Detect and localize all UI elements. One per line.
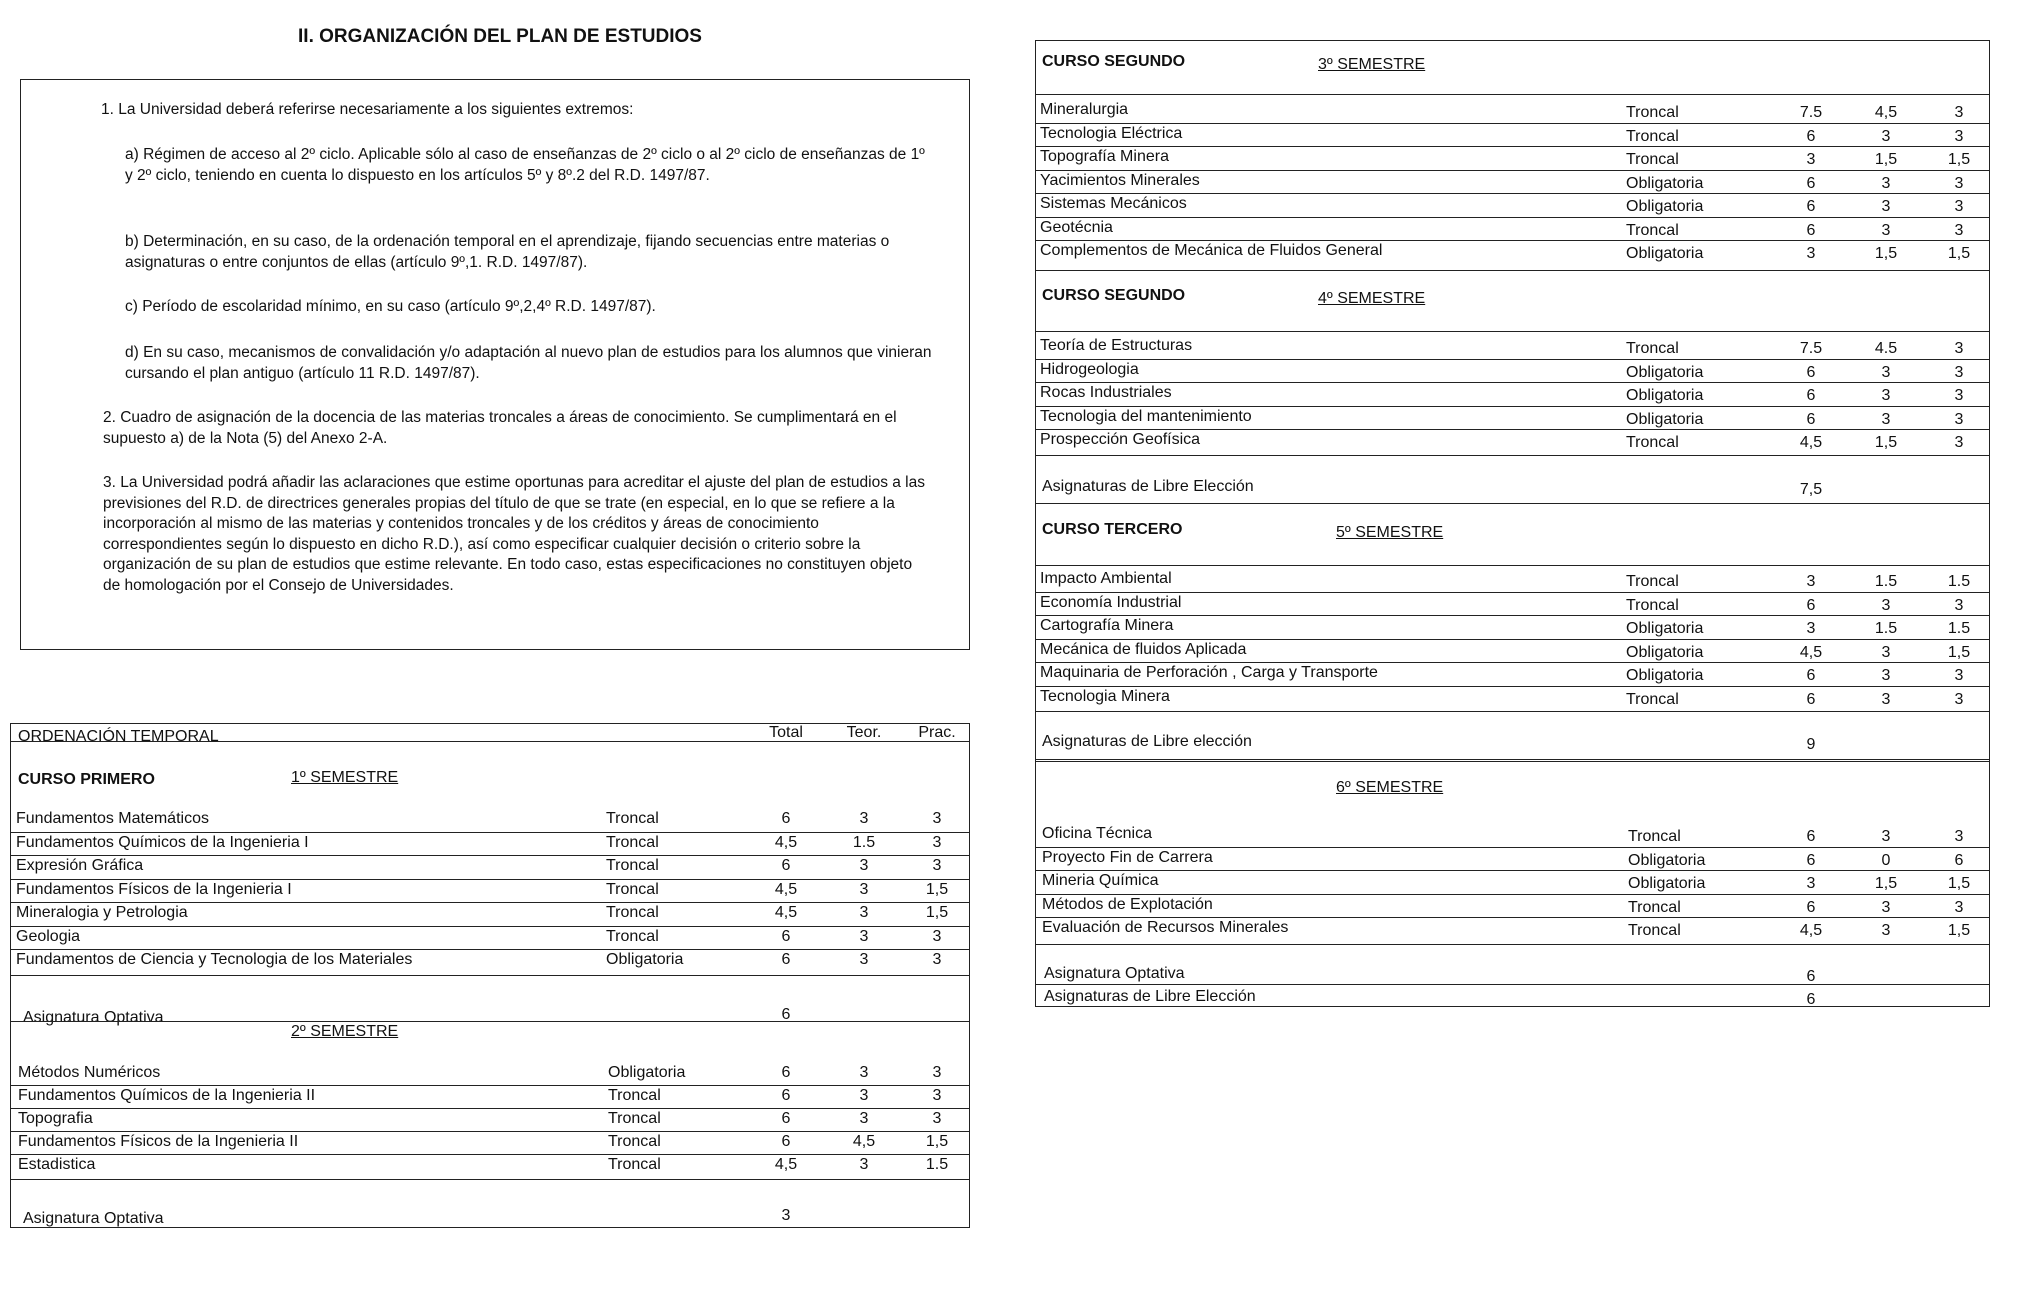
subject-name: Hidrogeologia	[1040, 360, 1139, 378]
subject-type: Troncal	[608, 1156, 661, 1173]
semester-3-label: 3º SEMESTRE	[1318, 56, 1426, 73]
row-divider	[11, 1154, 969, 1155]
row-divider	[1036, 382, 1989, 383]
credits-total: 6	[1806, 828, 1816, 845]
credits-prac: 3	[1954, 387, 1964, 404]
subject-name: Topografia	[18, 1110, 93, 1127]
subject-name: Geotécnia	[1040, 218, 1113, 236]
subject-type: Obligatoria	[1626, 643, 1704, 661]
optativa-2-label: Asignatura Optativa	[23, 1210, 164, 1227]
subject-type: Troncal	[1628, 828, 1681, 845]
row-divider	[1036, 193, 1989, 194]
credits-total: 4,5	[774, 904, 798, 921]
subject-type: Troncal	[1626, 596, 1679, 614]
credits-total: 6	[781, 857, 791, 874]
credits-prac: 3	[932, 951, 942, 968]
row-divider	[1036, 686, 1989, 687]
credits-prac: 3	[932, 857, 942, 874]
credits-prac: 1.5	[1947, 620, 1971, 637]
credits-total: 6	[1806, 363, 1816, 381]
libre-eleccion-4-label: Asignaturas de Libre Elección	[1042, 478, 1254, 495]
subject-name: Geologia	[16, 927, 81, 945]
credits-prac: 1,5	[925, 880, 949, 898]
credits-total: 6	[1806, 127, 1816, 145]
semester-5-label: 5º SEMESTRE	[1336, 524, 1444, 541]
subject-type: Obligatoria	[1628, 875, 1706, 892]
credits-total: 3	[1806, 151, 1816, 168]
section-divider	[1036, 944, 1989, 945]
credits-total: 4,5	[774, 1156, 798, 1173]
subject-name: Sistemas Mecánicos	[1040, 195, 1187, 212]
credits-prac: 1,5	[1947, 245, 1971, 262]
credits-teor: 3	[1881, 596, 1891, 614]
col-prac-header: Prac.	[918, 724, 956, 741]
credits-prac: 3	[1954, 104, 1964, 121]
credits-total: 6	[1806, 667, 1816, 684]
subject-type: Obligatoria	[1628, 851, 1706, 869]
subject-type: Obligatoria	[1626, 363, 1704, 381]
credits-teor: 3	[859, 857, 869, 874]
subject-type: Obligatoria	[608, 1064, 686, 1081]
subject-name: Fundamentos Matemáticos	[16, 810, 209, 827]
subject-name: Fundamentos Físicos de la Ingenieria I	[16, 880, 292, 898]
credits-teor: 3	[859, 1110, 869, 1127]
credits-teor: 3	[1881, 828, 1891, 845]
credits-teor: 3	[1881, 898, 1891, 916]
credits-total: 6	[781, 810, 791, 827]
left-schedule-table	[10, 723, 970, 1228]
credits-total: 6	[781, 1064, 791, 1081]
credits-prac: 3	[1954, 667, 1964, 684]
credits-prac: 3	[1954, 174, 1964, 192]
subject-type: Troncal	[606, 857, 659, 874]
credits-teor: 3	[859, 1087, 869, 1104]
row-divider	[1036, 406, 1989, 407]
subject-name: Fundamentos Químicos de la Ingenieria I	[16, 833, 309, 851]
subject-name: Expresión Gráfica	[16, 857, 144, 874]
subject-name: Rocas Industriales	[1040, 384, 1172, 401]
credits-total: 6	[1806, 690, 1816, 708]
section-divider	[1036, 455, 1989, 456]
credits-prac: 3	[1954, 340, 1964, 357]
subject-type: Obligatoria	[1626, 667, 1704, 684]
libre-eleccion-4-value: 7,5	[1799, 481, 1823, 498]
section-divider	[11, 1179, 969, 1180]
section-divider	[11, 1021, 969, 1022]
credits-teor: 1,5	[1874, 875, 1898, 892]
subject-name: Mineria Química	[1042, 872, 1159, 889]
credits-teor: 1,5	[1874, 151, 1898, 168]
subject-type: Troncal	[606, 810, 659, 827]
credits-teor: 3	[859, 904, 869, 921]
subject-type: Troncal	[1628, 898, 1681, 916]
credits-prac: 3	[1954, 434, 1964, 451]
credits-total: 4,5	[1799, 922, 1823, 939]
credits-total: 7.5	[1799, 340, 1823, 357]
row-divider	[11, 926, 969, 927]
row-divider	[1036, 870, 1989, 871]
subject-type: Troncal	[608, 1110, 661, 1127]
credits-teor: 4,5	[1874, 104, 1898, 121]
credits-total: 4,5	[1799, 434, 1823, 451]
section-divider	[1036, 270, 1989, 271]
note-1a: a) Régimen de acceso al 2º ciclo. Aplicable sólo al caso de enseñanzas de 2º ciclo o al 2º ciclo de enseñanzas de 1º y 2º ciclo, teniendo en cuenta lo dispuesto en los artículos 5º y 8º.2 del R.D. 1497/87.	[125, 146, 925, 184]
notes-box	[20, 79, 970, 650]
credits-total: 4,5	[774, 880, 798, 898]
credits-total: 3	[1806, 875, 1816, 892]
subject-name: Métodos de Explotación	[1042, 895, 1213, 913]
subject-type: Troncal	[1626, 151, 1679, 168]
row-divider	[1036, 894, 1989, 895]
row-divider	[11, 855, 969, 856]
credits-teor: 3	[859, 810, 869, 827]
credits-prac: 1,5	[1947, 643, 1971, 661]
semester-6-label: 6º SEMESTRE	[1336, 779, 1444, 796]
libre-eleccion-5-value: 9	[1806, 736, 1816, 753]
credits-prac: 1,5	[925, 1133, 949, 1150]
col-total-header: Total	[769, 724, 803, 741]
subject-type: Troncal	[606, 927, 659, 945]
credits-teor: 4,5	[852, 1133, 876, 1150]
credits-prac: 1.5	[925, 1156, 949, 1173]
row-divider	[11, 949, 969, 950]
credits-teor: 3	[1881, 174, 1891, 192]
credits-prac: 1,5	[1947, 151, 1971, 168]
col-teor-header: Teor.	[846, 724, 882, 741]
credits-prac: 6	[1954, 851, 1964, 869]
row-divider	[11, 1085, 969, 1086]
semester-4-label: 4º SEMESTRE	[1318, 290, 1426, 307]
credits-teor: 3	[1881, 667, 1891, 684]
row-divider	[1036, 639, 1989, 640]
credits-teor: 3	[1881, 410, 1891, 428]
subject-type: Obligatoria	[1626, 174, 1704, 192]
row-divider	[11, 1108, 969, 1109]
subject-name: Cartografía Minera	[1040, 617, 1174, 634]
credits-teor: 3	[1881, 221, 1891, 239]
subject-type: Obligatoria	[1626, 410, 1704, 428]
libre-eleccion-5-label: Asignaturas de Libre elección	[1042, 733, 1252, 750]
credits-total: 6	[1806, 851, 1816, 869]
subject-type: Troncal	[1626, 127, 1679, 145]
subject-type: Troncal	[608, 1133, 661, 1150]
subject-name: Mineralurgia	[1040, 101, 1129, 118]
credits-total: 6	[781, 1110, 791, 1127]
subject-name: Proyecto Fin de Carrera	[1042, 848, 1213, 866]
subject-name: Economía Industrial	[1040, 593, 1182, 611]
section-divider	[1036, 759, 1989, 760]
section-divider	[1036, 984, 1989, 985]
subject-name: Impacto Ambiental	[1040, 570, 1172, 587]
note-1: 1. La Universidad deberá referirse necesariamente a los siguientes extremos:	[101, 101, 634, 118]
row-divider	[11, 879, 969, 880]
subject-name: Yacimientos Minerales	[1040, 171, 1200, 189]
optativa-1-label: Asignatura Optativa	[23, 1009, 164, 1026]
credits-prac: 3	[932, 1087, 942, 1104]
row-divider	[1036, 917, 1989, 918]
subject-type: Obligatoria	[1626, 245, 1704, 262]
subject-type: Troncal	[606, 880, 659, 898]
table-heading: ORDENACIÓN TEMPORAL	[18, 728, 219, 745]
row-divider	[1036, 146, 1989, 147]
optativa-6-label: Asignatura Optativa	[1044, 965, 1185, 982]
page-title: II. ORGANIZACIÓN DEL PLAN DE ESTUDIOS	[298, 26, 702, 47]
subject-type: Obligatoria	[606, 951, 684, 968]
row-divider	[1036, 217, 1989, 218]
row-divider	[1036, 240, 1989, 241]
right-schedule-table	[1035, 40, 1990, 1007]
credits-total: 6	[781, 1133, 791, 1150]
credits-teor: 3	[859, 880, 869, 898]
subject-type: Troncal	[1626, 340, 1679, 357]
credits-prac: 3	[932, 833, 942, 851]
credits-total: 3	[1806, 245, 1816, 262]
optativa-6-value: 6	[1806, 968, 1816, 985]
subject-type: Troncal	[606, 904, 659, 921]
note-1c: c) Período de escolaridad mínimo, en su caso (artículo 9º,2,4º R.D. 1497/87).	[125, 298, 656, 315]
credits-prac: 3	[1954, 410, 1964, 428]
row-divider	[1036, 662, 1989, 663]
subject-name: Estadistica	[18, 1156, 96, 1173]
subject-type: Obligatoria	[1626, 387, 1704, 404]
subject-name: Métodos Numéricos	[18, 1064, 161, 1081]
course-3-label: CURSO TERCERO	[1042, 521, 1183, 538]
credits-teor: 0	[1881, 851, 1891, 869]
row-divider	[1036, 170, 1989, 171]
section-divider	[1036, 565, 1989, 566]
credits-teor: 3	[1881, 127, 1891, 145]
credits-total: 6	[1806, 387, 1816, 404]
libre-eleccion-6-label: Asignaturas de Libre Elección	[1044, 988, 1256, 1005]
subject-name: Prospección Geofísica	[1040, 431, 1201, 448]
credits-teor: 1,5	[1874, 245, 1898, 262]
credits-total: 6	[1806, 221, 1816, 239]
note-1b: b) Determinación, en su caso, de la ordenación temporal en el aprendizaje, fijando secuencias entre materias o asignaturas o entre conjuntos de ellas (artículo 9º,1. R.D. 1497/87).	[125, 233, 890, 271]
row-divider	[1036, 123, 1989, 124]
credits-prac: 3	[1954, 363, 1964, 381]
subject-name: Complementos de Mecánica de Fluidos General	[1040, 242, 1383, 259]
credits-teor: 4.5	[1874, 340, 1898, 357]
credits-teor: 3	[1881, 363, 1891, 381]
subject-name: Fundamentos Químicos de la Ingenieria II	[18, 1087, 316, 1104]
subject-type: Troncal	[1626, 434, 1679, 451]
credits-teor: 1.5	[852, 833, 876, 851]
subject-name: Tecnologia Minera	[1040, 687, 1170, 705]
credits-total: 6	[1806, 898, 1816, 916]
section-divider	[11, 975, 969, 976]
credits-prac: 3	[1954, 690, 1964, 708]
credits-total: 6	[1806, 198, 1816, 215]
credits-total: 6	[781, 927, 791, 945]
credits-total: 7.5	[1799, 104, 1823, 121]
subject-name: Tecnologia del mantenimiento	[1040, 407, 1252, 425]
note-3: 3. La Universidad podrá añadir las aclaraciones que estime oportunas para acreditar el ajuste del plan de estudios a las previsiones del R.D. de directrices generales propias del título de que se trate (en especial, en lo que se refiere a la incorporación al mismo de las materias y contenidos troncales y de los créditos y áreas de conocimiento correspondientes según lo dispuesto en dicho R.D.), así como especificar cualquier decisión o criterio sobre la organización de su plan de estudios que estime relevante. En todo caso, estas especificaciones no constituyen objeto de homologación por el Consejo de Universidades.	[103, 474, 925, 594]
note-1d: d) En su caso, mecanismos de convalidación y/o adaptación al nuevo plan de estudios para los alumnos que vinieran cursando el plan antiguo (artículo 11 R.D. 1497/87).	[125, 344, 932, 382]
subject-type: Obligatoria	[1626, 198, 1704, 215]
credits-prac: 1,5	[1947, 922, 1971, 939]
credits-teor: 1,5	[1874, 434, 1898, 451]
credits-prac: 3	[1954, 828, 1964, 845]
subject-name: Oficina Técnica	[1042, 825, 1152, 842]
row-divider	[11, 1131, 969, 1132]
credits-total: 6	[781, 951, 791, 968]
row-divider	[11, 832, 969, 833]
credits-prac: 1.5	[1947, 573, 1971, 590]
credits-prac: 1,5	[925, 904, 949, 921]
credits-teor: 3	[1881, 198, 1891, 215]
credits-prac: 3	[932, 927, 942, 945]
credits-prac: 3	[932, 1064, 942, 1081]
row-divider	[1036, 847, 1989, 848]
credits-prac: 3	[1954, 127, 1964, 145]
subject-name: Fundamentos Físicos de la Ingenieria II	[18, 1133, 299, 1150]
credits-prac: 3	[1954, 198, 1964, 215]
row-divider	[1036, 429, 1989, 430]
row-divider	[1036, 359, 1989, 360]
subject-type: Troncal	[1628, 922, 1681, 939]
subject-type: Troncal	[1626, 221, 1679, 239]
subject-type: Troncal	[1626, 573, 1679, 590]
row-divider	[1036, 615, 1989, 616]
credits-total: 3	[1806, 620, 1816, 637]
credits-prac: 1,5	[1947, 875, 1971, 892]
subject-name: Evaluación de Recursos Minerales	[1042, 919, 1289, 936]
subject-type: Obligatoria	[1626, 620, 1704, 637]
credits-total: 3	[1806, 573, 1816, 590]
subject-type: Troncal	[606, 833, 659, 851]
section-divider	[1036, 503, 1989, 504]
credits-prac: 3	[1954, 221, 1964, 239]
credits-teor: 3	[859, 951, 869, 968]
credits-teor: 3	[1881, 643, 1891, 661]
credits-teor: 3	[859, 1156, 869, 1173]
subject-name: Topografía Minera	[1040, 148, 1169, 165]
credits-teor: 3	[1881, 922, 1891, 939]
semester-2-label: 2º SEMESTRE	[291, 1023, 399, 1040]
course-1-label: CURSO PRIMERO	[18, 771, 155, 788]
subject-name: Mineralogia y Petrologia	[16, 904, 188, 921]
subject-type: Troncal	[608, 1087, 661, 1104]
credits-total: 4,5	[1799, 643, 1823, 661]
section-divider	[11, 741, 969, 742]
course-2-label-s3: CURSO SEGUNDO	[1042, 53, 1186, 70]
semester-1-label: 1º SEMESTRE	[291, 769, 399, 786]
credits-teor: 1.5	[1874, 620, 1898, 637]
libre-eleccion-6-value: 6	[1806, 991, 1816, 1008]
section-divider	[1036, 94, 1989, 95]
optativa-2-value: 3	[781, 1207, 791, 1224]
section-divider	[1036, 761, 1989, 762]
row-divider	[11, 902, 969, 903]
subject-type: Troncal	[1626, 690, 1679, 708]
course-2-label-s4: CURSO SEGUNDO	[1042, 287, 1186, 304]
credits-prac: 3	[932, 810, 942, 827]
note-2: 2. Cuadro de asignación de la docencia de las materias troncales a áreas de conocimiento. Se cumplimentará en el supuesto a) de la Nota (5) del Anexo 2-A.	[103, 409, 897, 447]
credits-prac: 3	[1954, 596, 1964, 614]
credits-prac: 3	[932, 1110, 942, 1127]
credits-prac: 3	[1954, 898, 1964, 916]
row-divider	[1036, 592, 1989, 593]
section-divider	[1036, 711, 1989, 712]
subject-name: Fundamentos de Ciencia y Tecnologia de los Materiales	[16, 951, 413, 968]
section-divider	[1036, 331, 1989, 332]
subject-name: Tecnologia Eléctrica	[1040, 124, 1183, 142]
optativa-1-value: 6	[781, 1006, 791, 1023]
subject-name: Teoría de Estructuras	[1040, 337, 1193, 354]
credits-total: 6	[1806, 174, 1816, 192]
credits-total: 6	[781, 1087, 791, 1104]
credits-teor: 3	[1881, 690, 1891, 708]
credits-total: 6	[1806, 410, 1816, 428]
subject-name: Mecánica de fluidos Aplicada	[1040, 640, 1247, 658]
credits-teor: 3	[859, 1064, 869, 1081]
credits-teor: 1.5	[1874, 573, 1898, 590]
credits-teor: 3	[1881, 387, 1891, 404]
credits-teor: 3	[859, 927, 869, 945]
credits-total: 6	[1806, 596, 1816, 614]
credits-total: 4,5	[774, 833, 798, 851]
subject-type: Troncal	[1626, 104, 1679, 121]
subject-name: Maquinaria de Perforación , Carga y Transporte	[1040, 664, 1378, 681]
